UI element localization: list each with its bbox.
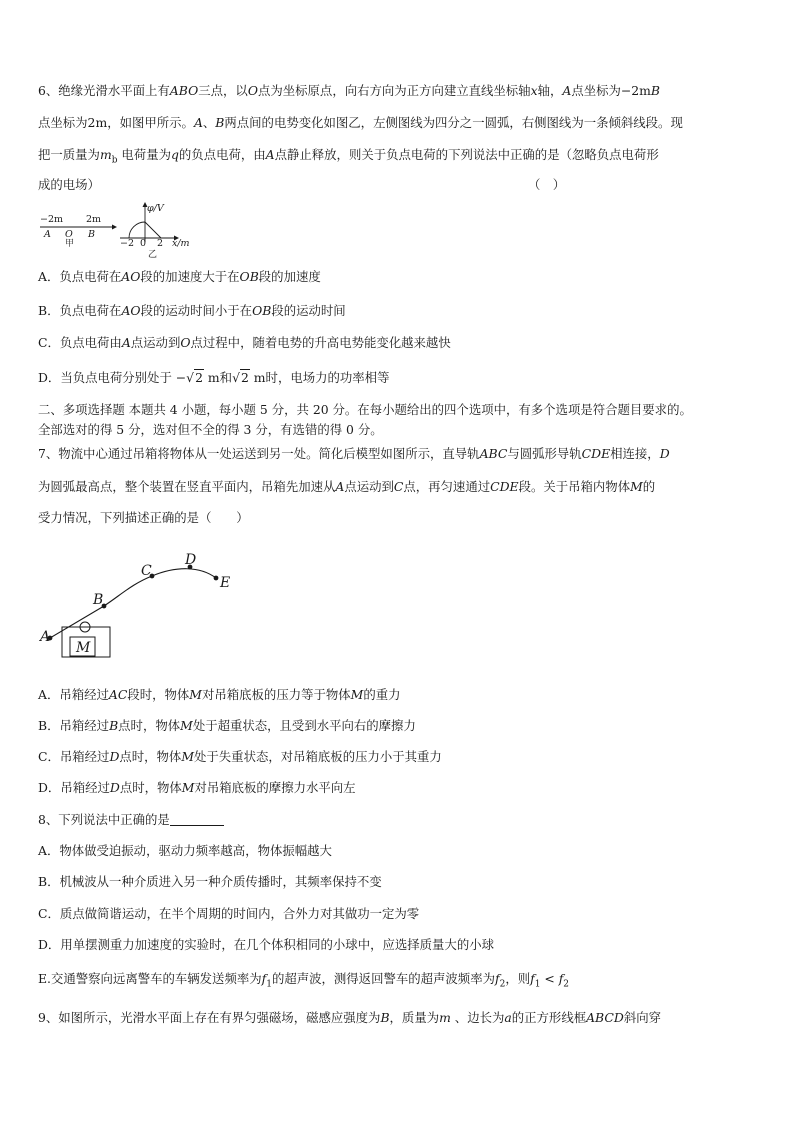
q6-option-b: B．负点电荷在AO段的运动时间小于在OB段的运动时间 [38, 303, 346, 318]
section2-header-line-2: 全部选对的得 5 分，选对但不全的得 3 分，有选错的得 0 分。 [38, 422, 383, 437]
q8-option-c: C．质点做简谐运动，在半个周期的时间内，合外力对其做功一定为零 [38, 906, 420, 921]
label-m: M [76, 640, 91, 656]
label-a: A [40, 629, 51, 645]
sqrt-symbol: √2 [186, 370, 203, 385]
fig-yi-tick-0: 0 [140, 238, 147, 249]
q7-stem-line-2: 为圆弧最高点，整个装置在竖直平面内，吊箱先加速从A点运动到C点，再匀速通过CDE段。关于吊箱内物体M的 [38, 479, 656, 494]
fig-jia-label-B: B [88, 229, 95, 240]
q7-option-c: C．吊箱经过D点时，物体M处于失重状态，对吊箱底板的压力小于其重力 [38, 749, 442, 764]
q8-option-b: B．机械波从一种介质进入另一种介质传播时，其频率保持不变 [38, 874, 382, 889]
fig-yi-tick-minus2: −2 [120, 238, 135, 249]
q8-option-a: A．物体做受迫振动，驱动力频率越高，物体振幅越大 [38, 843, 332, 858]
label-c: C [141, 563, 152, 579]
q9-stem-line-1: 9、如图所示，光滑水平面上存在有界匀强磁场，磁感应强度为B，质量为m 、边长为a的正方形线框ABCD斜向穿 [38, 1010, 661, 1025]
fig-yi-caption: 乙 [148, 250, 158, 258]
label-d: D [185, 552, 197, 568]
label-b: B [93, 592, 104, 608]
sqrt-symbol: √2 [232, 370, 249, 385]
q6-stem-line-1: 6、绝缘光滑水平面上有ABO三点，以O点为坐标原点，向右方向为正方向建立直线坐标轴x轴，A点坐标为−2mB [38, 83, 660, 98]
fig-yi [120, 202, 190, 258]
q6-option-c: C．负点电荷由A点运动到O点过程中，随着电势的升高电势能变化越来越快 [38, 335, 451, 350]
q6-answer-paren: （ ） [528, 177, 566, 192]
point-e [214, 576, 219, 581]
fig-jia-label-2m: 2m [86, 214, 102, 225]
q7-figure [36, 548, 246, 666]
q7-option-a: A．吊箱经过AC段时，物体M对吊箱底板的压力等于物体M的重力 [38, 687, 401, 702]
fig-yi-tick-2: 2 [157, 238, 164, 249]
q7-option-d: D．吊箱经过D点时，物体M对吊箱底板的摩擦力水平向左 [38, 780, 356, 795]
fig-jia-label-A: A [44, 229, 51, 240]
q8-option-d: D．用单摆测重力加速度的实验时，在几个体积相同的小球中，应选择质量大的小球 [38, 937, 494, 952]
q6-figure [36, 200, 206, 258]
fig-yi-x-unit: x/m [172, 238, 190, 249]
answer-blank [170, 813, 224, 826]
q8-option-e: E.交通警察向远离警车的车辆发送频率为$f_1$的超声波，测得返回警车的超声波频率为$f_2$，则$f_1 < f_2$ [38, 971, 570, 990]
q6-stem-line-2: 点坐标为2m，如图甲所示。A、B两点间的电势变化如图乙，左侧图线为四分之一圆弧，右侧图线为一条倾斜线段。现 [38, 115, 683, 130]
fig-yi-phi-label: φ/V [147, 203, 164, 214]
q8-stem: 8、下列说法中正确的是 [38, 811, 224, 829]
q6-stem-line-4: 成的电场） [38, 177, 100, 192]
q7-stem-line-3: 受力情况，下列描述正确的是（ ） [38, 510, 249, 525]
q6-stem-line-3: 把一质量为$m_b$ 电荷量为q的负点电荷，由A点静止释放，则关于负点电荷的下列说法中正确的是（忽略负点电荷形 [38, 147, 659, 166]
fig-jia-caption: 甲 [65, 239, 75, 249]
fig-jia-label-O: O [65, 229, 73, 240]
fig-jia-label-minus2m: −2m [40, 214, 64, 225]
label-e: E [220, 575, 231, 591]
q7-stem-line-1: 7、物流中心通过吊箱将物体从一处运送到另一处。简化后模型如图所示，直导轨ABC与圆弧形导轨CDE相连接，D [38, 446, 670, 461]
section2-header-line-1: 二、多项选择题 本题共 4 小题，每小题 5 分，共 20 分。在每小题给出的四个选项中，有多个选项是符合题目要求的。 [38, 402, 692, 417]
q6-option-a: A．负点电荷在AO段的加速度大于在OB段的加速度 [38, 269, 321, 284]
q6-option-d: D．当负点电荷分别处于 −√2 m和√2 m时，电场力的功率相等 [38, 370, 390, 385]
q7-option-b: B．吊箱经过B点时，物体M处于超重状态，且受到水平向右的摩擦力 [38, 718, 416, 733]
fig-jia [40, 214, 117, 249]
